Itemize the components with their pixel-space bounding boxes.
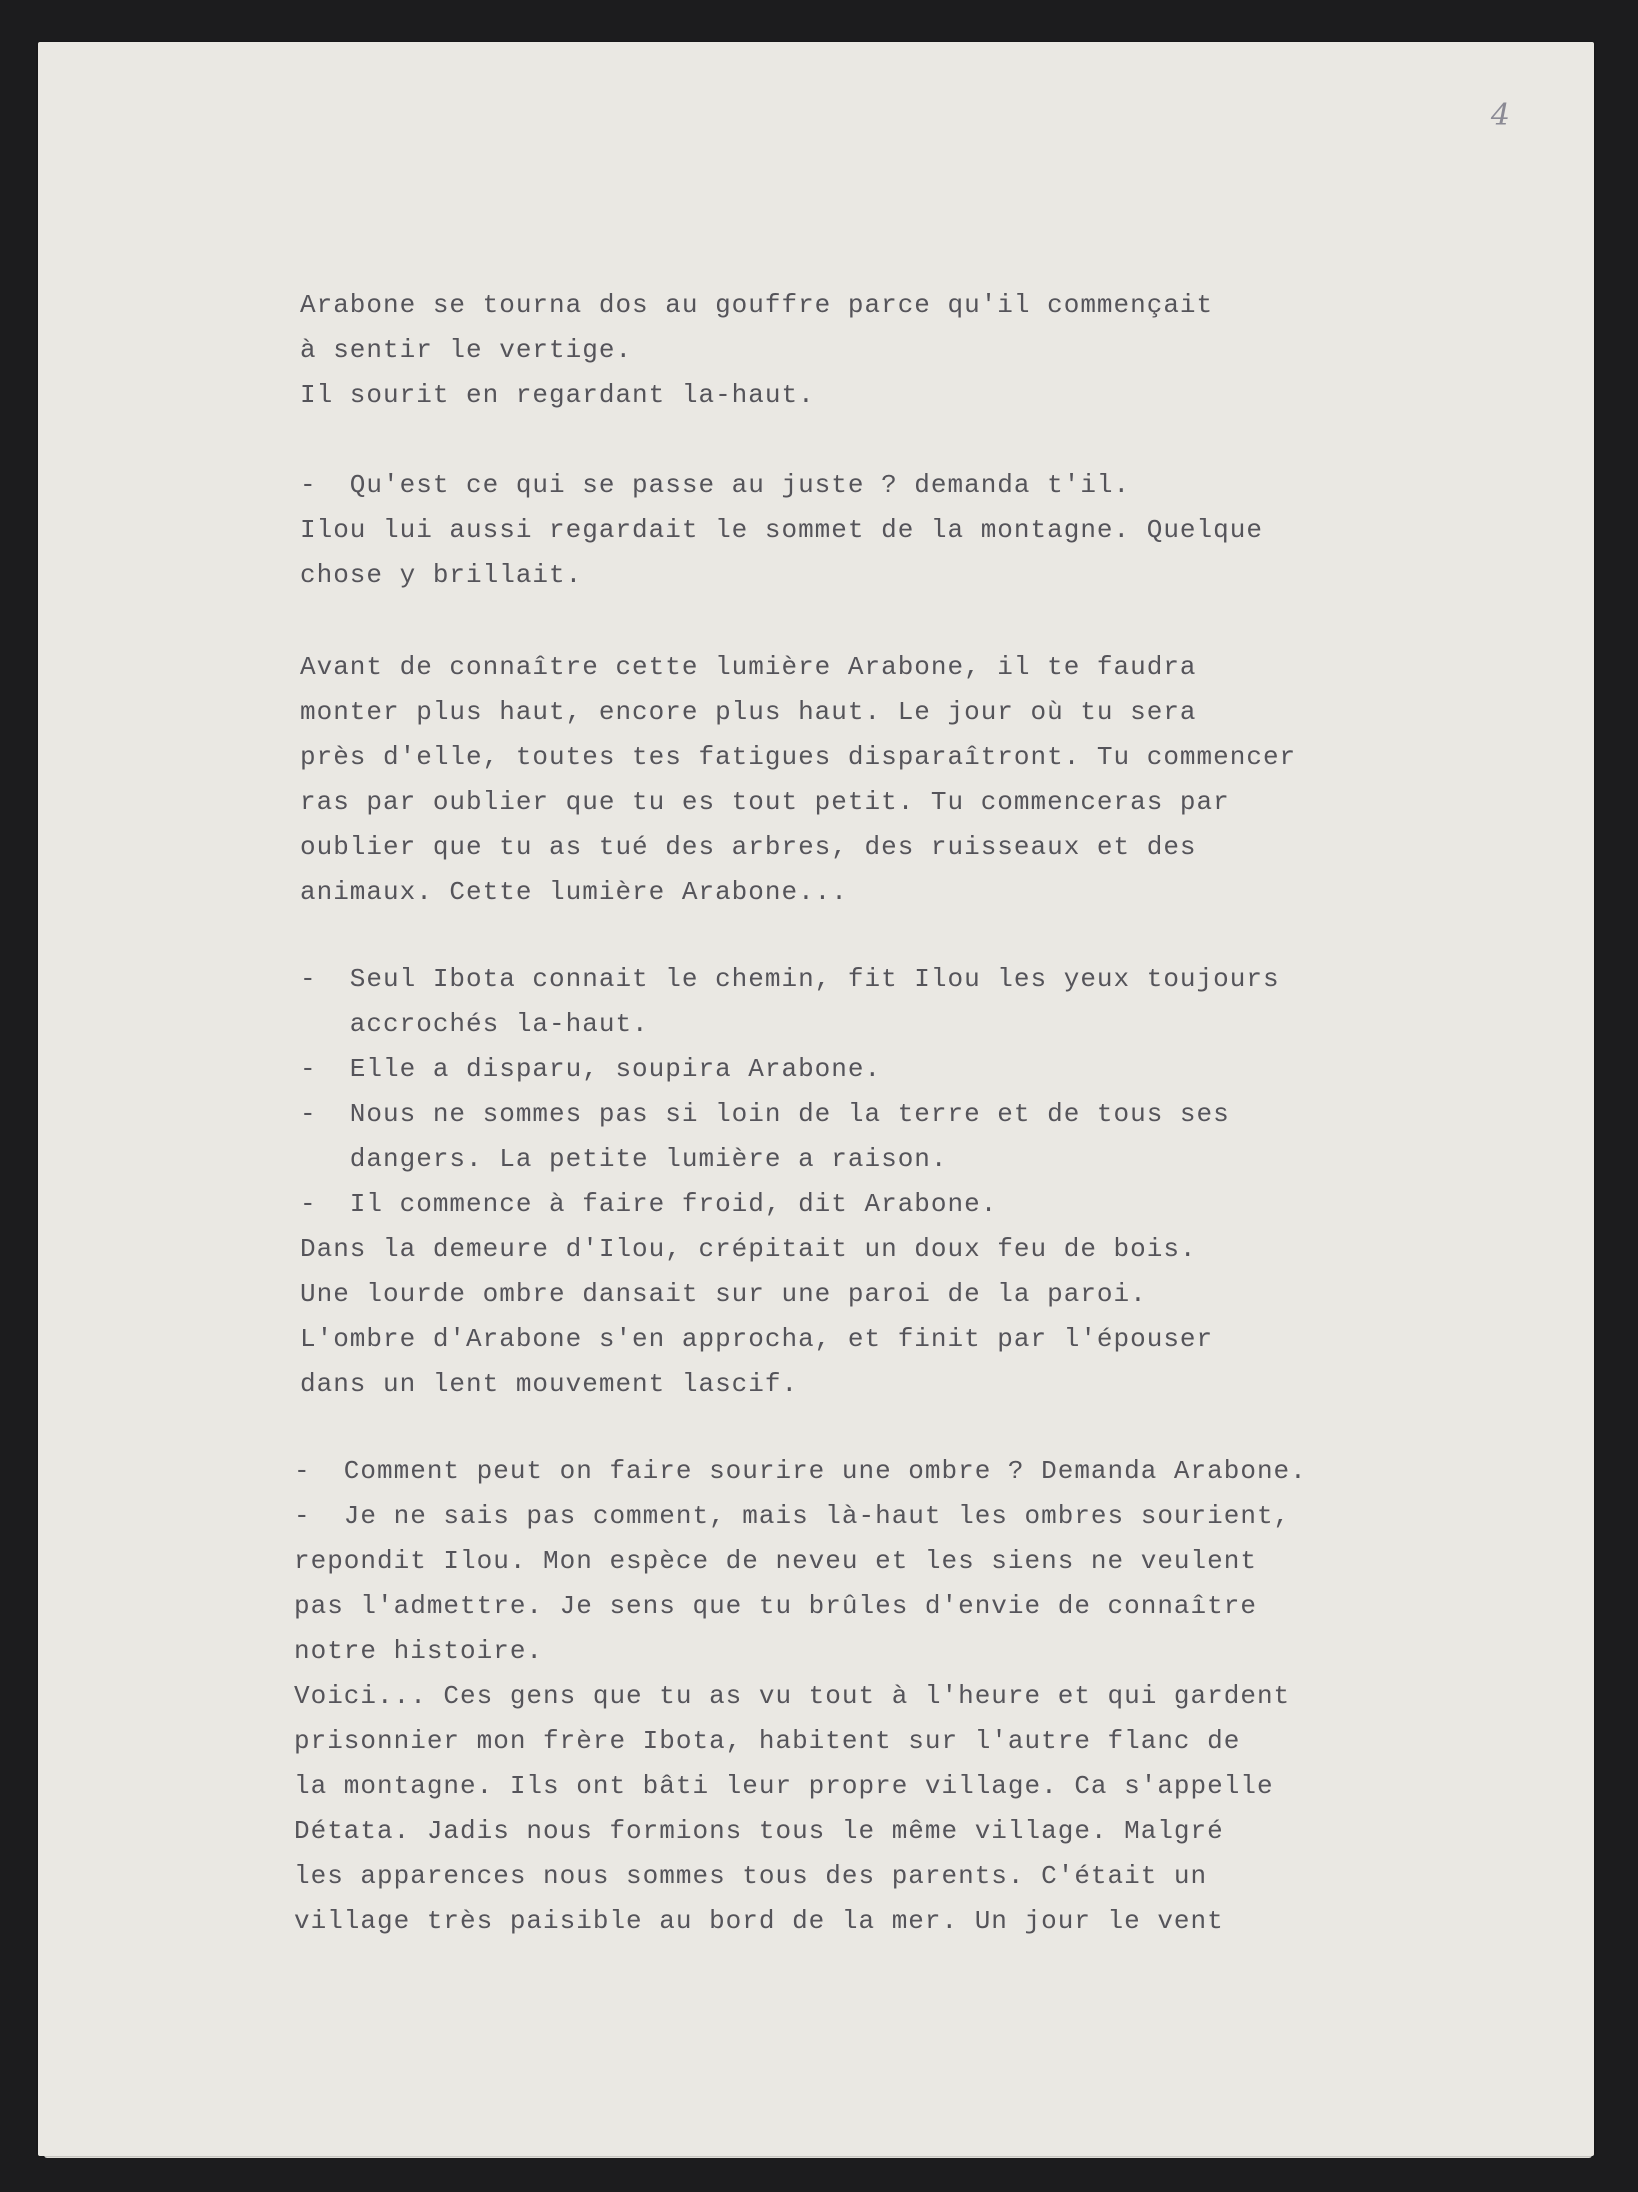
text-line: pas l'admettre. Je sens que tu brûles d'envie de connaître	[294, 1591, 1257, 1621]
text-line: dans un lent mouvement lascif.	[300, 1369, 799, 1399]
text-line: L'ombre d'Arabone s'en approcha, et finit par l'épouser	[300, 1324, 1214, 1354]
text-line: repondit Ilou. Mon espèce de neveu et les siens ne veulent	[294, 1546, 1257, 1576]
text-line: Détata. Jadis nous formions tous le même village. Malgré	[294, 1816, 1224, 1846]
text-line: - Nous ne sommes pas si loin de la terre et de tous ses	[300, 1099, 1230, 1129]
text-line: animaux. Cette lumière Arabone...	[300, 877, 848, 907]
text-line: monter plus haut, encore plus haut. Le jour où tu sera	[300, 697, 1197, 727]
text-line: chose y brillait.	[300, 560, 583, 590]
text-line: Une lourde ombre dansait sur une paroi de la paroi.	[300, 1279, 1147, 1309]
text-line: - Je ne sais pas comment, mais là-haut les ombres sourient,	[294, 1501, 1291, 1531]
text-line: Il sourit en regardant la-haut.	[300, 380, 815, 410]
text-line: - Comment peut on faire sourire une ombre ? Demanda Arabone.	[294, 1456, 1307, 1486]
text-line: oublier que tu as tué des arbres, des ruisseaux et des	[300, 832, 1197, 862]
text-line: - Seul Ibota connait le chemin, fit Ilou les yeux toujours	[300, 964, 1280, 994]
text-line: accrochés la-haut.	[300, 1009, 649, 1039]
text-line: - Qu'est ce qui se passe au juste ? demanda t'il.	[300, 470, 1131, 500]
text-line: notre histoire.	[294, 1636, 544, 1666]
text-line: prisonnier mon frère Ibota, habitent sur l'autre flanc de	[294, 1726, 1241, 1756]
page-number: 4	[1490, 98, 1510, 133]
text-line: près d'elle, toutes tes fatigues disparaîtront. Tu commencer	[300, 742, 1297, 772]
text-line: village très paisible au bord de la mer. Un jour le vent	[294, 1906, 1224, 1936]
text-line: Avant de connaître cette lumière Arabone, il te faudra	[300, 652, 1197, 682]
text-line: les apparences nous sommes tous des parents. C'était un	[294, 1861, 1208, 1891]
text-line: Dans la demeure d'Ilou, crépitait un doux feu de bois.	[300, 1234, 1197, 1264]
text-line: dangers. La petite lumière a raison.	[300, 1144, 948, 1174]
text-line: Arabone se tourna dos au gouffre parce qu'il commençait	[300, 290, 1214, 320]
text-line: Ilou lui aussi regardait le sommet de la montagne. Quelque	[300, 515, 1263, 545]
text-line: Voici... Ces gens que tu as vu tout à l'heure et qui gardent	[294, 1681, 1291, 1711]
text-line: - Elle a disparu, soupira Arabone.	[300, 1054, 882, 1084]
text-line: ras par oublier que tu es tout petit. Tu commenceras par	[300, 787, 1230, 817]
text-line: - Il commence à faire froid, dit Arabone.	[300, 1189, 998, 1219]
text-line: à sentir le vertige.	[300, 335, 633, 365]
text-line: la montagne. Ils ont bâti leur propre village. Ca s'appelle	[294, 1771, 1274, 1801]
